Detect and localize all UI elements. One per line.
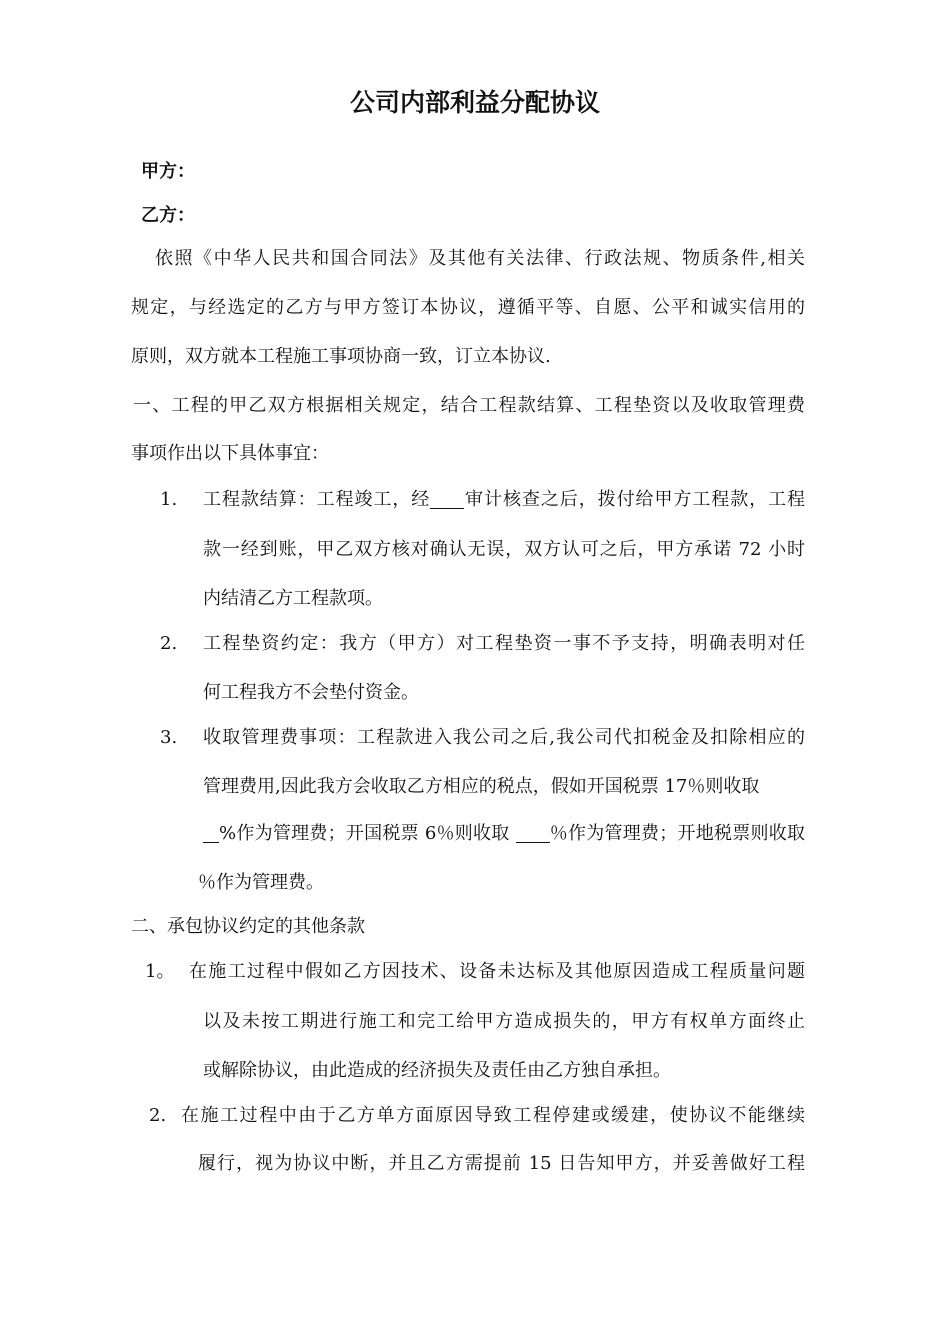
- clause-1-line-2: 以及未按工期进行施工和完工给甲方造成损失的，甲方有权单方面终止: [203, 1011, 805, 1032]
- item-1-line-3: 内结清乙方工程款项。: [203, 588, 383, 609]
- item-1-line-2: 款一经到账，甲乙双方核对确认无误，双方认可之后，甲方承诺 72 小时: [203, 539, 805, 560]
- item-3-line-1: 收取管理费事项：工程款进入我公司之后,我公司代扣税金及扣除相应的: [203, 727, 805, 748]
- item-number: 2.: [160, 633, 178, 654]
- item-number: 2.: [149, 1105, 167, 1126]
- intro-line-2: 规定，与经选定的乙方与甲方签订本协议，遵循平等、自愿、公平和诚实信用的: [131, 297, 805, 318]
- clause-2-line-2: 履行，视为协议中断，并且乙方需提前 15 日告知甲方，并妥善做好工程: [198, 1153, 805, 1174]
- item-3-line-2: 管理费用,因此我方会收取乙方相应的税点，假如开国税票 17％则收取: [203, 776, 760, 797]
- document-title: 公司内部利益分配协议: [349, 88, 600, 117]
- item-1-line-1: 工程款结算：工程竣工，经 审计核查之后，拨付给甲方工程款，工程: [203, 489, 806, 510]
- item-number: 3.: [160, 727, 178, 748]
- item-2-line-2: 何工程我方不会垫付资金。: [203, 682, 419, 703]
- party-a-label: 甲方：: [141, 161, 195, 182]
- fill-in-blank: [516, 824, 550, 843]
- item-number: 1.: [160, 489, 178, 510]
- clause-1-line-1: 在施工过程中假如乙方因技术、设备未达标及其他原因造成工程质量问题: [189, 961, 805, 982]
- party-b-label: 乙方：: [141, 205, 195, 226]
- section1-heading-line-1: 一、工程的甲乙双方根据相关规定，结合工程款结算、工程垫资以及收取管理费: [133, 395, 805, 416]
- item-2-line-1: 工程垫资约定：我方（甲方）对工程垫资一事不予支持，明确表明对任: [203, 633, 805, 654]
- item-3-line-4: ％作为管理费。: [198, 872, 324, 893]
- intro-line-3: 原则，双方就本工程施工事项协商一致，订立本协议.: [131, 346, 551, 367]
- item-number: 1。: [145, 961, 175, 982]
- section1-heading-line-2: 事项作出以下具体事宜：: [131, 443, 329, 464]
- intro-line-1: 依照《中华人民共和国合同法》及其他有关法律、行政法规、物质条件,相关: [155, 248, 805, 269]
- fill-in-blank: [430, 490, 464, 509]
- item-3-line-3: %作为管理费；开国税票 6％则收取 ％作为管理费；开地税票则收取: [203, 822, 805, 846]
- section2-heading: 二、承包协议约定的其他条款: [131, 916, 365, 937]
- clause-2-line-1: 在施工过程中由于乙方单方面原因导致工程停建或缓建，使协议不能继续: [181, 1105, 805, 1126]
- fill-in-blank: [203, 824, 219, 843]
- clause-1-line-3: 或解除协议，由此造成的经济损失及责任由乙方独自承担。: [203, 1060, 671, 1081]
